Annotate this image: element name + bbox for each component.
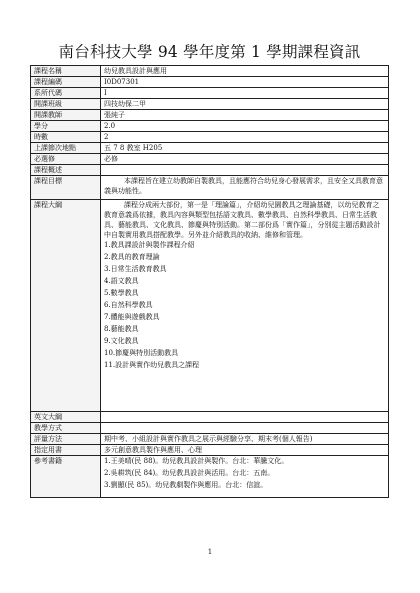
row-label: 評量方法 bbox=[31, 434, 101, 445]
row-label: 課程概述 bbox=[31, 165, 101, 176]
row-value: 2 bbox=[101, 132, 389, 143]
reference-item: 3.劉顯(民 85)。幼兒教劇製作與應用。台北：信誼。 bbox=[104, 481, 268, 489]
row-label: 必選修 bbox=[31, 154, 101, 165]
row-value: 期中考、小組設計與實作教具之展示與經驗分享、期末考(個人報告) bbox=[101, 434, 389, 445]
objective-row bbox=[31, 176, 389, 200]
row-label: 系所代碼 bbox=[31, 88, 101, 99]
page-number: 1 bbox=[207, 548, 213, 556]
row-value bbox=[101, 412, 389, 423]
row-value: I0D07301 bbox=[101, 77, 389, 88]
row-value: 四技幼保二甲 bbox=[101, 99, 389, 110]
table-row bbox=[31, 132, 389, 143]
outline-row bbox=[31, 200, 389, 412]
references-row bbox=[31, 456, 389, 498]
row-label: 英文大綱 bbox=[31, 412, 101, 423]
outline-item: 1.教具課設計與製作課程介紹 bbox=[104, 241, 195, 249]
row-value: 幼兒教具設計與應用 bbox=[101, 66, 389, 77]
outline-item: 5.數學教具 bbox=[104, 289, 139, 297]
outline-item: 3.日常生活教育教具 bbox=[104, 265, 167, 273]
row-value: 五 7 8 教室 H205 bbox=[101, 143, 389, 154]
outline-item: 8.藝能教具 bbox=[104, 325, 139, 333]
table-row bbox=[31, 423, 389, 434]
row-label: 學分 bbox=[31, 121, 101, 132]
table-row bbox=[31, 77, 389, 88]
row-label: 開課教師 bbox=[31, 110, 101, 121]
outline-item: 7.體能與遊戲教具 bbox=[104, 313, 160, 321]
table-row bbox=[31, 445, 389, 456]
row-value: 多元創意教具製作與應用、心理 bbox=[101, 445, 389, 456]
outline-item: 11.設計與實作幼兒教具之課程 bbox=[104, 361, 200, 369]
outline-item: 9.文化教具 bbox=[104, 337, 139, 345]
row-value: 必修 bbox=[101, 154, 389, 165]
table-row bbox=[31, 154, 389, 165]
row-label: 時數 bbox=[31, 132, 101, 143]
table-row bbox=[31, 110, 389, 121]
row-value: 張純子 bbox=[101, 110, 389, 121]
outline-item: 10.節慶與特別活動教具 bbox=[104, 349, 179, 357]
row-value bbox=[101, 165, 389, 176]
course-info-table bbox=[30, 65, 389, 498]
row-value: 2.0 bbox=[101, 121, 389, 132]
table-row bbox=[31, 88, 389, 99]
row-label: 課程編碼 bbox=[31, 77, 101, 88]
row-label: 課程目標 bbox=[31, 176, 101, 200]
reference-item: 1.王美晴(民 88)。幼兒教具設計與製作。台北：華騰文化。 bbox=[104, 457, 289, 465]
row-label: 上課節次地點 bbox=[31, 143, 101, 154]
row-value bbox=[101, 423, 389, 434]
row-label: 指定用書 bbox=[31, 445, 101, 456]
objective-text: 本課程旨在建立幼教師自製教具，且能應符合幼兒身心發展需求，且安全又具教育意義與功能性。 bbox=[104, 177, 383, 195]
outline-item: 2.教具的教育理論 bbox=[104, 253, 160, 261]
table-row bbox=[31, 121, 389, 132]
table-row bbox=[31, 434, 389, 445]
table-row bbox=[31, 99, 389, 110]
row-label: 教學方式 bbox=[31, 423, 101, 434]
table-row bbox=[31, 66, 389, 77]
outline-intro: 課程分成兩大部份，第一是「理論篇」，介紹幼兒園教具之理論基礎，以幼兒教育之教育意義爲依據，教具內容與類型包括語文教具、數學教具、自然科學教具、日常生活教具、藝能教具、文化教具、節慶與特別活動。第二部份爲「實作篇」，分別從主題活動設計中自製實用教具搭配教學。另外並介紹教具的收納、維修和管理。 bbox=[104, 201, 381, 239]
reference-item: 2.吳耕筑(民 84)。幼兒教具設計與活用。台北：五南。 bbox=[104, 469, 275, 477]
row-label: 開課班級 bbox=[31, 99, 101, 110]
outline-item: 4.語文教具 bbox=[104, 277, 139, 285]
row-label: 課程大綱 bbox=[31, 200, 101, 412]
page-title: 南台科技大學 94 學年度第 1 學期課程資訊 bbox=[58, 43, 361, 61]
outline-item: 6.自然科學教具 bbox=[104, 301, 153, 309]
table-row bbox=[31, 165, 389, 176]
row-label: 參考書籍 bbox=[31, 456, 101, 498]
row-label: 課程名稱 bbox=[31, 66, 101, 77]
table-row bbox=[31, 412, 389, 423]
table-row bbox=[31, 143, 389, 154]
row-value: I bbox=[101, 88, 389, 99]
